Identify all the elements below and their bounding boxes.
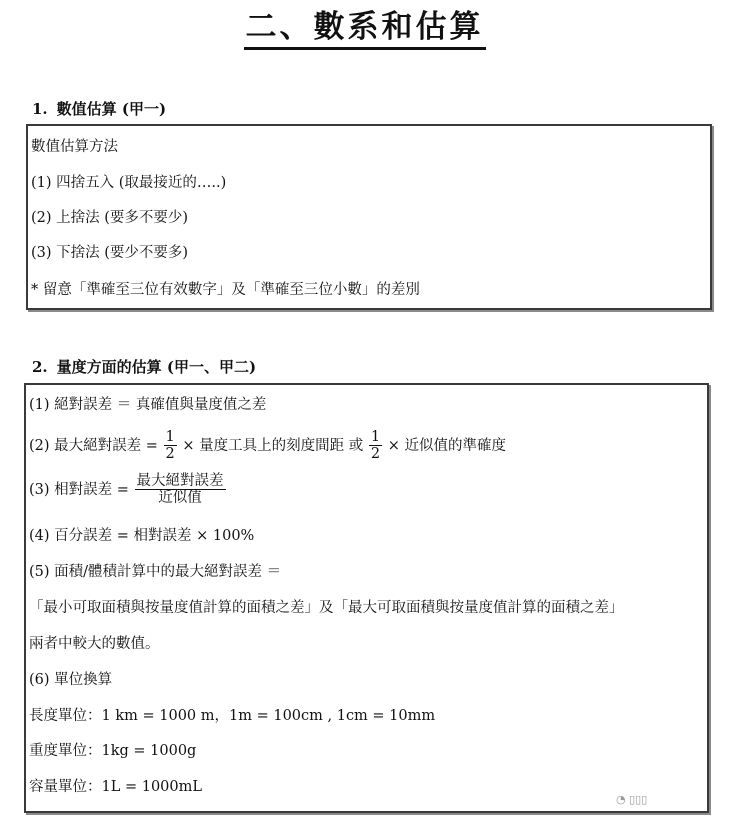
max-absolute-error-formula [29, 429, 506, 463]
page-title-wrap [0, 8, 729, 50]
half-fraction-denominator: 2 [165, 446, 175, 462]
max-absolute-error-prefix: (2) 最大絕對誤差 = [29, 438, 158, 454]
measurement-estimation-box [24, 383, 709, 813]
area-volume-error-conclusion: 兩者中較大的數值。 [29, 636, 160, 652]
method-round-down: (3) 下捨法 (要少不要多) [31, 245, 189, 261]
area-volume-error-heading: (5) 面積/體積計算中的最大絕對誤差 ＝ [29, 564, 282, 580]
volume-units: 容量單位：1L = 1000mL [29, 779, 203, 795]
half-fraction-2 [369, 429, 382, 463]
section-2-heading [32, 356, 256, 377]
length-units: 長度單位：1 km = 1000 m，1m = 100cm , 1cm = 10mm [29, 708, 436, 724]
max-absolute-error-suffix: × 近似值的準確度 [387, 438, 506, 454]
absolute-error-definition: (1) 絕對誤差 ＝ 真確值與量度值之差 [29, 397, 267, 413]
relative-error-denominator: 近似值 [158, 490, 202, 506]
page-title: 二、數系和估算 [244, 8, 486, 50]
area-volume-error-detail: 「最小可取面積與按量度值計算的面積之差」及「最大可取面積與按量度值計算的面積之差」 [29, 600, 624, 616]
watermark-icon: ◔ ▯▯▯ [616, 793, 648, 806]
half-fraction-2-numerator: 1 [370, 429, 381, 445]
relative-error-numerator: 最大絕對誤差 [136, 473, 224, 489]
relative-error-prefix: (3) 相對誤差 = [29, 482, 129, 498]
percentage-error-formula: (4) 百分誤差 = 相對誤差 × 100% [29, 528, 255, 544]
method-rounding: (1) 四捨五入 (取最接近的…..) [31, 175, 227, 191]
relative-error-formula [29, 473, 227, 507]
section-2-number: 2. [32, 358, 48, 376]
section-1-heading [32, 98, 166, 119]
max-absolute-error-middle: × 量度工具上的刻度間距 或 [182, 438, 364, 454]
unit-conversion-heading: (6) 單位換算 [29, 672, 113, 688]
method-round-up: (2) 上捨法 (要多不要少) [31, 210, 189, 226]
half-fraction-numerator: 1 [165, 429, 175, 445]
methods-intro: 數值估算方法 [31, 139, 118, 155]
estimation-methods-box [26, 124, 712, 310]
accuracy-note: * 留意「準確至三位有效數字」及「準確至三位小數」的差別 [31, 282, 420, 298]
section-2-title: 量度方面的估算 (甲一、甲二) [56, 358, 257, 376]
relative-error-fraction [135, 473, 226, 507]
half-fraction-2-denominator: 2 [370, 446, 381, 462]
section-1-title: 數值估算 (甲一) [56, 100, 167, 118]
weight-units: 重度單位：1kg = 1000g [29, 743, 197, 759]
half-fraction [164, 429, 177, 463]
section-1-number: 1. [32, 100, 48, 118]
